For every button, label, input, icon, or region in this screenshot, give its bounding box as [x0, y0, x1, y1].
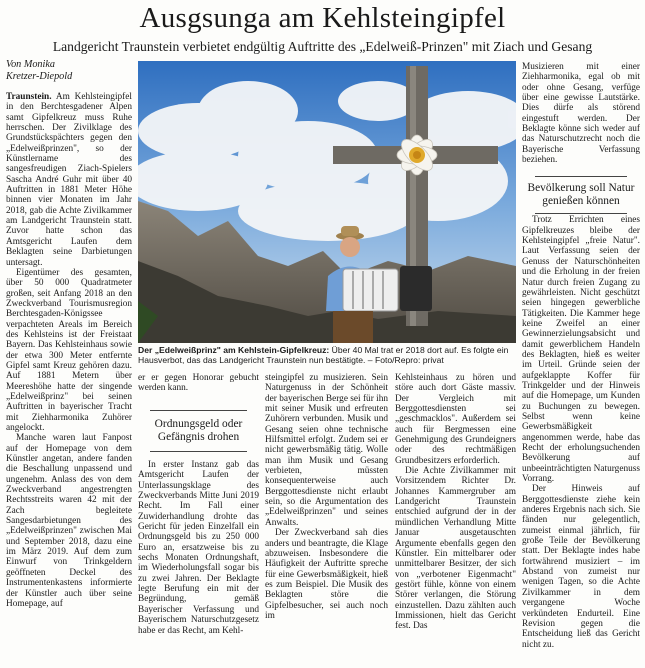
- caption-text: Über 40 Mal trat er 2018 dort auf. Es folgte ein Hausverbot, das das Landgericht Traunstein nun bestätigte. – Foto/Repro: privat: [138, 345, 509, 366]
- paragraph: Der Zweckverband sah dies anders und beantragte, die Klage abzuweisen. Insbesondere die Häufigkeit der Auftritte spreche für eine Gewerbsmäßigkeit, hieß es zum Beispiel. Die Musik des Beklagten störe die Gipfelbesucher, sei auch noch im: [265, 528, 388, 621]
- edelweiss-icon: [396, 134, 437, 175]
- subheadline: Landgericht Traunstein verbietet endgültig Auftritte des „Edelweiß-Prinzen" mit Ziach und Gesang: [52, 39, 593, 54]
- divider: [150, 451, 247, 452]
- paragraph: steingipfel zu musizieren. Sein Naturgenuss in der Schönheit der bayerischen Berge sei für ihn mit seiner Musik und erfreuten Zuhörern verbunden. Musik und Gesang seien ohne technische Hilfsmittel erfolgt. Zudem sei er nicht gewerbsmäßig tätig. Wolle man ihm Musik und Gesang verbieten, müssten konsequenterweise auch Berggottesdienste nicht erlaubt sein, so die Argumentation des „Edelweißprinzen" und seines Anwalts.: [265, 373, 388, 528]
- paragraph: Trotz Errichten eines Gipfelkreuzes bleibe der Kehlsteingipfel „freie Natur". Laut Verfassung seien der Genuss der Naturschönheiten und die Erholung in der freien Natur durch freien Zugang zu gewährleisten. Nicht geschützt seien hingegen gewerbliche Tätigkeiten. Die Kammer hege keine Zweifel an einer Gewinnerzielungsabsicht und damit gewerblichem Handeln des Beklagten, hieß es weiter im Urteil. Gründe seien der aufgeklappte Koffer für Trinkgelder und der Hinweis auf die Homepage, um Kunden zu Buchungen zu bewegen. Selbst wenn keine Gewerbsmäßigkeit angenommen werde, habe das Recht der erholungsuchenden Bevölkerung auf unbeeinträchtigten Naturgenuss Vorrang.: [522, 215, 640, 485]
- paragraph: In erster Instanz gab das Amtsgericht Laufen der Unterlassungsklage des Zweckverbands Mitte Juni 2019 Recht. Im Fall einer Zuwiderhandlung drohte das Gericht für jeden Einzelfall ein Ordnungsgeld bis zu 250 000 Euro an, ersatzweise bis zu sechs Monaten Ordnungshaft, im Wiederholungsfall sogar bis zu zwei Jahren. Der Beklagte legte Berufung ein mit der Begründung, gemäß Bayerischer Verfassung und Bayerischem Naturschutzgesetz habe er das Recht, am Kehl-: [138, 460, 259, 636]
- subheading-penalties: Ordnungsgeld oder Gefängnis drohen: [154, 418, 243, 443]
- article-photo: [138, 61, 516, 343]
- dateline: Traunstein.: [6, 92, 52, 102]
- paragraph: Kehlsteinhaus zu hören und störe auch dort Gäste massiv. Der Vergleich mit Berggottesdiensten sei „geschmacklos". Außerdem sei auch für Bergmessen eine Genehmigung des Grundeigners oder des rechtmäßigen Grundbesitzers erforderlich.: [395, 373, 516, 466]
- column-1: [6, 92, 132, 668]
- divider: [535, 176, 627, 177]
- plaque: [400, 266, 432, 311]
- column-4: [395, 373, 516, 668]
- byline: Von Monika Kretzer-Diepold: [6, 59, 73, 82]
- paragraph: Der Hinweis auf Berggottesdienste ziehe kein anderes Ergebnis nach sich. Sie fänden nur gelegentlich, zumeist einmal jährlich, für große Teile der Bevölkerung statt. Der Beklagte indes habe fortwährend musiziert – im Abstand von zumeist nur wenigen Tagen, so die Achte Zivilkammer in dem vergangene Woche verkündeten Endurteil. Eine Revision gegen die Entscheidung ließ das Gericht nicht zu.: [522, 484, 640, 650]
- photo-illustration: [138, 61, 516, 343]
- subheading-nature: Bevölkerung soll Natur genießen können: [527, 182, 635, 207]
- column-3: [265, 373, 388, 668]
- divider: [535, 213, 627, 214]
- photo-caption: [138, 345, 516, 366]
- accordion-icon: [343, 269, 398, 311]
- headline: Ausgsunga am Kehlsteingipfel: [139, 2, 506, 34]
- column-5: [522, 62, 640, 668]
- column-2-top: [138, 373, 259, 404]
- column-2-bottom: [138, 460, 259, 668]
- caption-lead: Der „Edelweißprinz" am Kehlstein-Gipfelkreuz:: [138, 345, 330, 355]
- paragraph: Musizieren mit einer Ziehharmonika, egal ob mit oder ohne Gesang, verfüge über eine gewisse Lautstärke. Dies dürfe als störend eingestuft werden. Der Beklagte könne sich weder auf das Naturschutzrecht noch die Bayerische Verfassung beziehen.: [522, 62, 640, 166]
- paragraph: er er gegen Honorar gebucht werden kann.: [138, 373, 259, 394]
- paragraph: Eigentümer des gesamten, über 50 000 Quadratmeter großen, seit Anfang 2018 an den Zweckverband Tourismusregion Berchtesgaden-Königssee verpachteten Areals im Bereich des Kehlsteins ist der Freistaat Bayern. Das Kehlsteinhaus sowie der etwa 300 Meter entfernte Gipfel samt Kreuz gehören dazu. Auf 1881 Metern über Meereshöhe hatte der singende „Edelweißprinz" bei seinen Auftritten in bayerischer Tracht mit Ziehharmonika Zuhörer angelockt.: [6, 267, 132, 433]
- paragraph: Die Achte Zivilkammer mit Vorsitzendem Richter Dr. Johannes Kammergruber am Landgericht Traunstein entschied aufgrund der in der mündlichen Verhandlung Mitte Januar ausgetauschten Argumente ebenfalls gegen den Künstler. Ein mittelbarer oder unmittelbarer Besitzer, der sich von „verbotener Eigenmacht" gestört fühle, könne von einem Störer verlangen, die Störung einzustellen. Dazu zählten auch Immissionen, hielt das Gericht fest. Das: [395, 466, 516, 632]
- paragraph: Am Kehlsteingipfel in den Berchtesgadener Alpen samt Gipfelkreuz muss Ruhe herrschen. Der Zivilklage des Grundstückspächters gegen den „Edelweißprinzen", so der Künstlername des sangesfreudigen Ziach-Spielers Sascha André Guhr mit über 40 Auftritten in 1881 Meter Höhe binnen vier Monaten im Jahr 2018, gab die Achte Zivilkammer am Landgericht Traunstein statt. Zuvor hatte schon das Amtsgericht Laufen dem Beklagten seine Darbietungen untersagt.: [6, 92, 132, 268]
- divider: [150, 410, 247, 411]
- paragraph: Manche waren laut Fanpost auf der Homepage von dem Künstler angetan, andere fanden die Beschallung unpassend und ungenehm. Anlass des von dem Zweckverband angestrengten Rechtsstreits waren 42 mit der Zach begleitete Sangesdarbietungen des „Edelweißprinzen" zwischen Mai und September 2018, dazu eine im März 2019. Auf dem zum Einwurf von Trinkgeldern geöffneten Deckel des Instrumentenkastens informierte der Künstler auch über seine Homepage, auf: [6, 433, 132, 609]
